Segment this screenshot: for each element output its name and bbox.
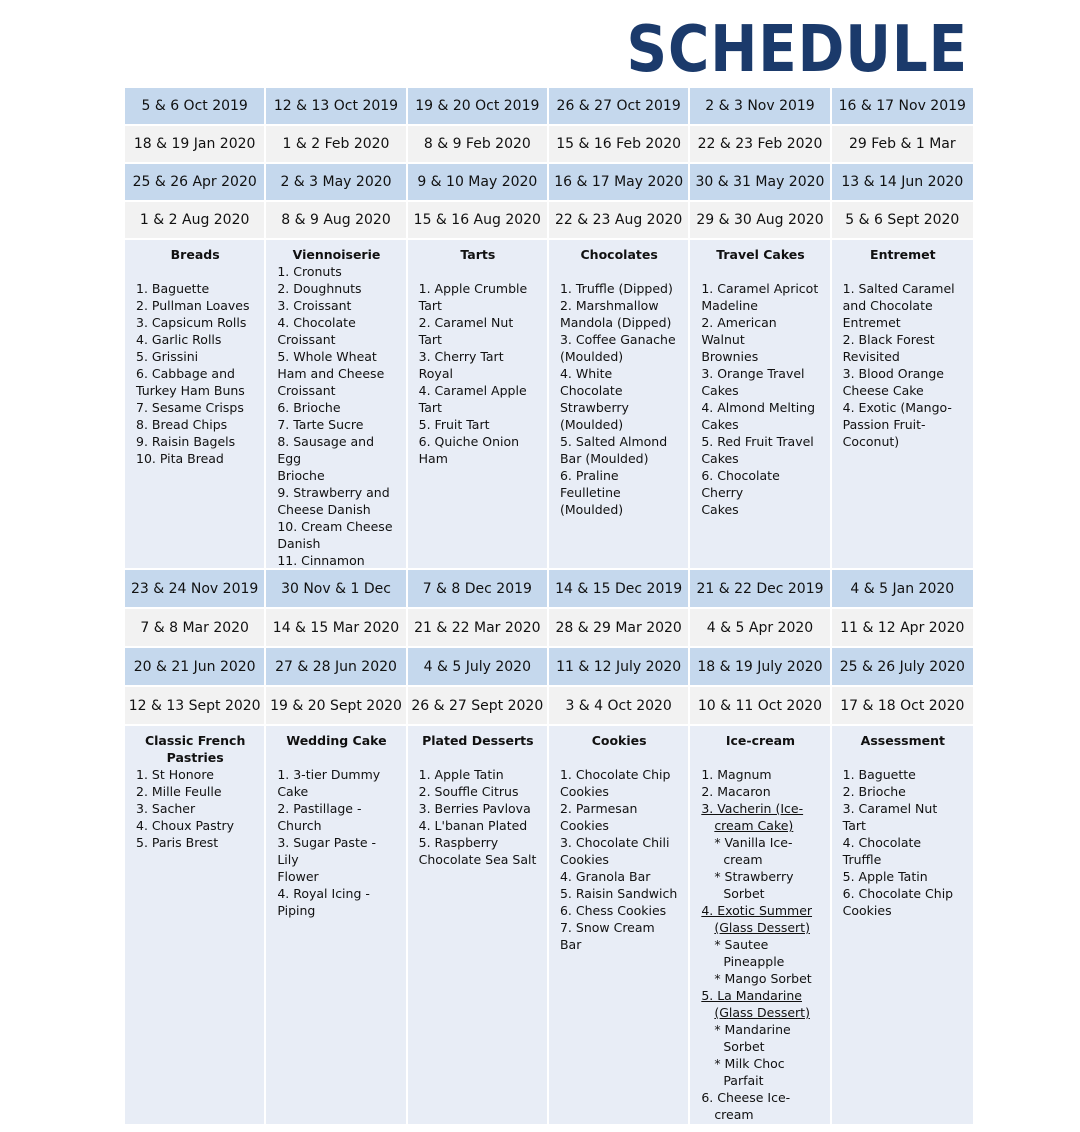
- date-cell: 9 & 10 May 2020: [408, 164, 549, 200]
- module-heading: Breads: [170, 247, 220, 262]
- list-item: 2. Mille Feulle: [136, 784, 222, 799]
- list-item: 3. Blood Orange: [842, 366, 944, 381]
- list-item: 4. Exotic (Mango-: [842, 400, 952, 415]
- module-entremet: [832, 240, 973, 568]
- list-item: 2. Brioche: [842, 784, 906, 799]
- list-item: 2. Black Forest: [842, 332, 935, 347]
- date-cell: 18 & 19 July 2020: [690, 648, 831, 685]
- list-item: cream: [714, 1107, 754, 1122]
- list-item: 5. Grissini: [136, 349, 199, 364]
- module-ice-cream: [690, 726, 831, 1124]
- date-cell: 15 & 16 Feb 2020: [549, 126, 690, 162]
- list-item: 4. Garlic Rolls: [136, 332, 222, 347]
- date-cell: 7 & 8 Dec 2019: [408, 570, 549, 607]
- list-item: 2. American Walnut: [701, 315, 777, 347]
- date-cell: 29 Feb & 1 Mar: [832, 126, 973, 162]
- list-item: * Vanilla Ice-: [714, 835, 793, 850]
- list-item: cream: [723, 852, 763, 867]
- date-cell: 1 & 2 Aug 2020: [125, 202, 266, 238]
- list-item: 1. Apple Tatin: [418, 767, 504, 782]
- module-heading: Tarts: [460, 247, 496, 262]
- list-item: 6. Chess Cookies: [559, 903, 667, 918]
- list-item: 2. Macaron: [701, 784, 771, 799]
- list-item: 7. Sesame Crisps: [136, 400, 244, 415]
- module-assessment: [832, 726, 973, 1124]
- module-heading: Viennoiserie: [292, 247, 381, 262]
- list-item: 2. Marshmallow: [559, 298, 659, 313]
- module-row: [125, 726, 973, 1126]
- list-item: 1. Chocolate Chip: [559, 767, 671, 782]
- list-item: Danish: [277, 536, 321, 551]
- list-item: 7. Tarte Sucre: [277, 417, 364, 432]
- module-classic-french-pastries: [125, 726, 266, 1124]
- date-row: [125, 88, 973, 126]
- date-row: [125, 687, 973, 726]
- module-chocolates: [549, 240, 690, 568]
- date-cell: 20 & 21 Jun 2020: [125, 648, 266, 685]
- list-item: Brownies: [701, 349, 759, 364]
- date-cell: 29 & 30 Aug 2020: [690, 202, 831, 238]
- list-item: Parfait: [723, 1073, 764, 1088]
- list-item: 4. Caramel Apple: [418, 383, 527, 398]
- list-item: 6. Quiche Onion: [418, 434, 520, 449]
- date-cell: 30 & 31 May 2020: [690, 164, 831, 200]
- list-item: Turkey Ham Buns: [136, 383, 245, 398]
- list-item: 1. 3-tier Dummy: [277, 767, 381, 782]
- list-item: 2. Souffle Citrus: [418, 784, 519, 799]
- list-item: 5. Apple Tatin: [842, 869, 928, 884]
- list-item: 4. L'banan Plated: [418, 818, 528, 833]
- list-item: 3. Coffee Ganache: [559, 332, 676, 347]
- date-cell: 19 & 20 Sept 2020: [266, 687, 407, 724]
- date-cell: 5 & 6 Sept 2020: [832, 202, 973, 238]
- date-cell: 13 & 14 Jun 2020: [832, 164, 973, 200]
- list-item: 3. Sacher: [136, 801, 196, 816]
- date-cell: 14 & 15 Mar 2020: [266, 609, 407, 646]
- list-item: Tart: [418, 298, 442, 313]
- list-item: Passion Fruit-: [842, 417, 926, 432]
- date-cell: 22 & 23 Aug 2020: [549, 202, 690, 238]
- list-item: 5. Raisin Sandwich: [559, 886, 678, 901]
- module-cookies: [549, 726, 690, 1124]
- module-heading: Travel Cakes: [716, 247, 805, 262]
- date-cell: 5 & 6 Oct 2019: [125, 88, 266, 124]
- list-item: 6. Chocolate Cherry: [701, 468, 780, 500]
- date-cell: 17 & 18 Oct 2020: [832, 687, 973, 724]
- date-row: [125, 164, 973, 202]
- date-row: [125, 570, 973, 609]
- list-item: 5. Red Fruit Travel: [701, 434, 814, 449]
- list-item: Church: [277, 818, 322, 833]
- list-item: Entremet: [842, 315, 901, 330]
- list-item: 1. Apple Crumble: [418, 281, 528, 296]
- list-item: * Strawberry: [714, 869, 794, 884]
- list-item: 10. Pita Bread: [136, 451, 224, 466]
- list-item: Cookies: [559, 852, 609, 867]
- list-item: Croissant: [277, 332, 336, 347]
- list-item: Tart: [418, 400, 442, 415]
- list-item: Pineapple: [723, 954, 785, 969]
- list-item: 3. Vacherin (Ice-: [701, 801, 804, 816]
- list-item: * Sautee: [714, 937, 769, 952]
- date-cell: 25 & 26 Apr 2020: [125, 164, 266, 200]
- list-item: * Mandarine: [714, 1022, 791, 1037]
- list-item: 5. Salted Almond: [559, 434, 668, 449]
- list-item: 1. St Honore: [136, 767, 214, 782]
- list-item: 3. Chocolate Chili: [559, 835, 670, 850]
- date-row: [125, 126, 973, 164]
- list-item: 1. Cronuts: [277, 264, 342, 279]
- list-item: (Moulded): [559, 502, 624, 517]
- date-row: [125, 648, 973, 687]
- list-item: 3. Croissant: [277, 298, 352, 313]
- list-item: Cakes: [701, 383, 739, 398]
- date-cell: 1 & 2 Feb 2020: [266, 126, 407, 162]
- module-breads: [125, 240, 266, 568]
- schedule-table: [125, 88, 973, 1126]
- list-item: 9. Strawberry and: [277, 485, 390, 500]
- list-item: 6. Cabbage and: [136, 366, 235, 381]
- date-cell: 22 & 23 Feb 2020: [690, 126, 831, 162]
- date-cell: 12 & 13 Sept 2020: [125, 687, 266, 724]
- list-item: 5. Whole Wheat: [277, 349, 377, 364]
- list-item: 3. Cherry Tart Royal: [418, 349, 504, 381]
- list-item: Coconut): [842, 434, 900, 449]
- date-row: [125, 202, 973, 240]
- list-item: Cake: [277, 784, 309, 799]
- date-cell: 28 & 29 Mar 2020: [549, 609, 690, 646]
- list-item: 4. Royal Icing -: [277, 886, 370, 901]
- list-item: Cookies: [842, 903, 892, 918]
- list-item: 4. Granola Bar: [559, 869, 651, 884]
- list-item: Cakes: [701, 502, 739, 517]
- list-item: Mandola (Dipped): [559, 315, 672, 330]
- module-viennoiserie: [266, 240, 407, 568]
- list-item: 10. Cream Cheese: [277, 519, 393, 534]
- date-cell: 4 & 5 Jan 2020: [832, 570, 973, 607]
- date-cell: 30 Nov & 1 Dec: [266, 570, 407, 607]
- date-cell: 10 & 11 Oct 2020: [690, 687, 831, 724]
- module-travel-cakes: [690, 240, 831, 568]
- date-cell: 23 & 24 Nov 2019: [125, 570, 266, 607]
- list-item: 3. Caramel Nut Tart: [842, 801, 938, 833]
- date-cell: 26 & 27 Oct 2019: [549, 88, 690, 124]
- list-item: Sorbet: [723, 1039, 765, 1054]
- module-row: [125, 240, 973, 570]
- module-heading: Plated Desserts: [422, 733, 534, 748]
- list-item: 3. Berries Pavlova: [418, 801, 531, 816]
- module-heading: Wedding Cake: [286, 733, 387, 748]
- module-heading: Chocolates: [580, 247, 658, 262]
- list-item: 1. Salted Caramel: [842, 281, 955, 296]
- list-item: 3. Orange Travel: [701, 366, 805, 381]
- list-item: 2. Pastillage -: [277, 801, 362, 816]
- list-item: * Milk Choc: [714, 1056, 785, 1071]
- list-item: 3. Sugar Paste - Lily: [277, 835, 377, 867]
- date-cell: 14 & 15 Dec 2019: [549, 570, 690, 607]
- module-wedding-cake: [266, 726, 407, 1124]
- list-item: Croissant: [277, 383, 336, 398]
- list-item: 1. Baguette: [136, 281, 210, 296]
- date-cell: 11 & 12 Apr 2020: [832, 609, 973, 646]
- list-item: Cookies: [559, 784, 609, 799]
- list-item: 4. Choux Pastry: [136, 818, 235, 833]
- list-item: (Glass Dessert): [714, 920, 810, 935]
- module-heading: Ice-cream: [725, 733, 796, 748]
- list-item: * Mango Sorbet: [714, 971, 812, 986]
- date-cell: 25 & 26 July 2020: [832, 648, 973, 685]
- list-item: 8. Bread Chips: [136, 417, 228, 432]
- date-cell: 21 & 22 Mar 2020: [408, 609, 549, 646]
- list-item: 4. Chocolate Truffle: [842, 835, 922, 867]
- list-item: 1. Magnum: [701, 767, 772, 782]
- list-item: (Moulded): [559, 349, 624, 364]
- module-heading: Cookies: [591, 733, 647, 748]
- list-item: 4. Exotic Summer: [701, 903, 813, 918]
- date-row: [125, 609, 973, 648]
- list-item: Piping: [277, 903, 316, 918]
- date-cell: 15 & 16 Aug 2020: [408, 202, 549, 238]
- page-title: SCHEDULE: [626, 13, 968, 87]
- date-cell: 2 & 3 May 2020: [266, 164, 407, 200]
- date-cell: 8 & 9 Feb 2020: [408, 126, 549, 162]
- module-heading: Assessment: [860, 733, 945, 748]
- date-cell: 11 & 12 July 2020: [549, 648, 690, 685]
- module-heading: Classic French Pastries: [144, 733, 246, 765]
- list-item: 1. Caramel Apricot: [701, 281, 819, 296]
- list-item: 6. Brioche: [277, 400, 341, 415]
- list-item: 6. Praline Feulletine: [559, 468, 621, 500]
- date-cell: 2 & 3 Nov 2019: [690, 88, 831, 124]
- date-cell: 12 & 13 Oct 2019: [266, 88, 407, 124]
- list-item: Cakes: [701, 451, 739, 466]
- list-item: 4. Almond Melting: [701, 400, 816, 415]
- list-item: Strawberry: [559, 400, 629, 415]
- list-item: Cheese Danish: [277, 502, 371, 517]
- date-cell: 18 & 19 Jan 2020: [125, 126, 266, 162]
- date-cell: 19 & 20 Oct 2019: [408, 88, 549, 124]
- date-cell: 27 & 28 Jun 2020: [266, 648, 407, 685]
- list-item: 6. Chocolate Chip: [842, 886, 954, 901]
- list-item: 1. Truffle (Dipped): [559, 281, 673, 296]
- date-cell: 7 & 8 Mar 2020: [125, 609, 266, 646]
- list-item: Flower: [277, 869, 319, 884]
- list-item: 11. Cinnamon: [277, 553, 365, 568]
- list-item: 2. Parmesan: [559, 801, 638, 816]
- list-item: (Moulded): [559, 417, 624, 432]
- list-item: Ham and Cheese: [277, 366, 385, 381]
- list-item: Revisited: [842, 349, 900, 364]
- list-item: 1. Baguette: [842, 767, 916, 782]
- module-heading: Entremet: [870, 247, 936, 262]
- list-item: (Glass Dessert): [714, 1005, 810, 1020]
- list-item: Sorbet: [723, 886, 765, 901]
- date-cell: 4 & 5 Apr 2020: [690, 609, 831, 646]
- list-item: Chocolate Sea Salt: [418, 852, 537, 867]
- list-item: 2. Doughnuts: [277, 281, 362, 296]
- list-item: 5. Raspberry: [418, 835, 499, 850]
- date-cell: 21 & 22 Dec 2019: [690, 570, 831, 607]
- list-item: 4. Chocolate: [277, 315, 356, 330]
- list-item: 5. La Mandarine: [701, 988, 802, 1003]
- list-item: Cookies: [559, 818, 609, 833]
- date-cell: 26 & 27 Sept 2020: [408, 687, 549, 724]
- list-item: Cakes: [701, 417, 739, 432]
- list-item: 2. Caramel Nut Tart: [418, 315, 514, 347]
- list-item: 4. White Chocolate: [559, 366, 623, 398]
- module-plated-desserts: [408, 726, 549, 1124]
- date-cell: 3 & 4 Oct 2020: [549, 687, 690, 724]
- list-item: 8. Sausage and Egg: [277, 434, 375, 466]
- date-cell: 16 & 17 Nov 2019: [832, 88, 973, 124]
- module-tarts: [408, 240, 549, 568]
- list-item: Madeline: [701, 298, 758, 313]
- list-item: 9. Raisin Bagels: [136, 434, 236, 449]
- list-item: 5. Paris Brest: [136, 835, 219, 850]
- list-item: Cheese Cake: [842, 383, 924, 398]
- list-item: cream Cake): [714, 818, 794, 833]
- list-item: 7. Snow Cream Bar: [559, 920, 655, 952]
- list-item: Ham: [418, 451, 448, 466]
- list-item: 6. Cheese Ice-: [701, 1090, 791, 1105]
- list-item: 2. Pullman Loaves: [136, 298, 250, 313]
- list-item: and Chocolate: [842, 298, 933, 313]
- list-item: Brioche: [277, 468, 325, 483]
- list-item: Bar (Moulded): [559, 451, 649, 466]
- date-cell: 8 & 9 Aug 2020: [266, 202, 407, 238]
- date-cell: 16 & 17 May 2020: [549, 164, 690, 200]
- date-cell: 4 & 5 July 2020: [408, 648, 549, 685]
- list-item: 5. Fruit Tart: [418, 417, 490, 432]
- list-item: 3. Capsicum Rolls: [136, 315, 247, 330]
